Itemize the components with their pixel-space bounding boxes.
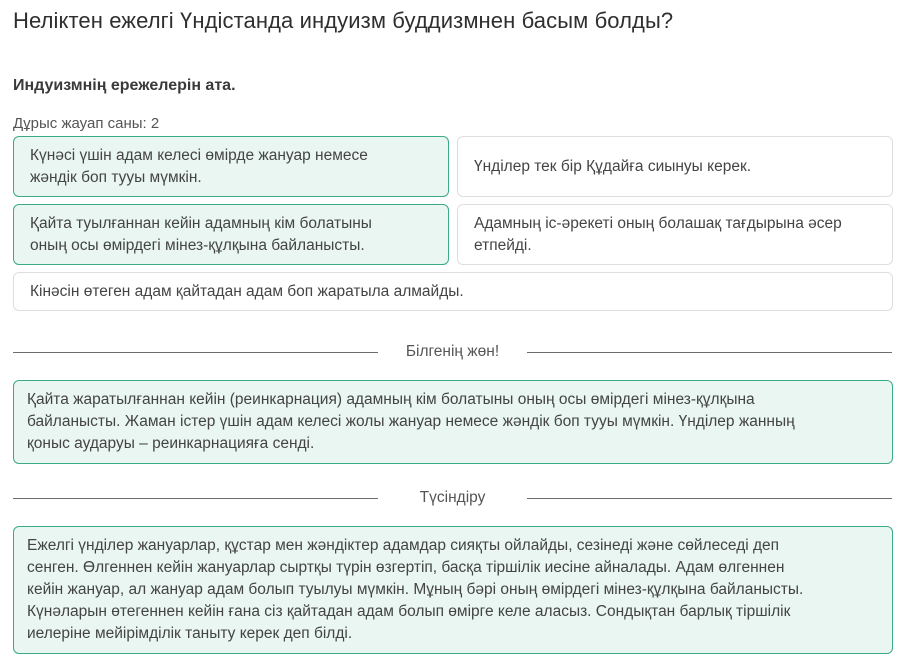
feedback-box: [13, 380, 893, 464]
explanation-text-line: Күнәларын өтегеннен кейін ғана сіз қайтадан адам болып өмірге келе аласыз. Сондықтан барлық тіршілік: [27, 603, 791, 620]
option-text-line: Адамның іс-әрекеті оның болашақ тағдырына әсер: [474, 214, 842, 232]
feedback-divider: [13, 342, 892, 362]
explanation-box: [13, 526, 893, 654]
explanation-divider: [13, 488, 892, 508]
feedback-text-line: байланысты. Жаман істер үшін адам келесі жолы жануар немесе жәндік боп тууы мүмкін. Үнділер жанның: [27, 413, 795, 430]
divider-line: [527, 498, 892, 499]
explanation-text-line: Ежелгі үнділер жануарлар, құстар мен жәндіктер адамдар сияқты ойлайды, сезінеді және сөйлеседі деп: [27, 537, 780, 554]
option-text-line: етпейді.: [474, 236, 532, 254]
question-instruction: Индуизмнің ережелерін ата.: [13, 77, 236, 94]
feedback-heading: Білгенің жөн!: [405, 343, 500, 360]
explanation-text-line: сенген. Өлгеннен кейін жануарлар сыртқы түрін өзгертіп, басқа тіршілік иесіне айналады. Адам өлгеннен: [27, 559, 785, 576]
question-title: Неліктен ежелгі Үндістанда индуизм буддизмнен басым болды?: [13, 8, 674, 33]
option-card[interactable]: [13, 204, 449, 265]
explanation-text-line: иелеріне мейірімділік таныту керек деп білді.: [27, 625, 353, 642]
explanation-heading: Түсіндіру: [419, 489, 486, 506]
option-card[interactable]: [457, 136, 893, 197]
option-text-line: жәндік боп тууы мүмкін.: [30, 168, 202, 186]
correct-answer-count: Дұрыс жауап саны: 2: [13, 115, 160, 132]
option-card[interactable]: [13, 272, 893, 311]
option-text-line: Үнділер тек бір Құдайға сиынуы керек.: [474, 157, 752, 175]
option-card[interactable]: [457, 204, 893, 265]
option-text-line: оның осы өмірдегі мінез-құлқына байланысты.: [30, 236, 365, 254]
option-text-line: Қайта туылғаннан кейін адамның кім болатыны: [30, 214, 372, 232]
explanation-text-line: кейін жануар, ал жануар адам болып туылуы мүмкін. Мұның бәрі оның өмірдегі мінез-құлқына байланысты.: [27, 581, 804, 598]
option-text-line: Күнәсі үшін адам келесі өмірде жануар немесе: [30, 146, 368, 164]
option-card[interactable]: [13, 136, 449, 197]
feedback-text-line: Қайта жаратылғаннан кейін (реинкарнация) адамның кім болатыны оның осы өмірдегі мінез-құлқына: [27, 391, 755, 408]
divider-line: [527, 352, 892, 353]
option-text-line: Кінәсін өтеген адам қайтадан адам боп жаратыла алмайды.: [30, 282, 464, 300]
feedback-text-line: қоныс аударуы – реинкарнацияға сенді.: [27, 435, 315, 452]
